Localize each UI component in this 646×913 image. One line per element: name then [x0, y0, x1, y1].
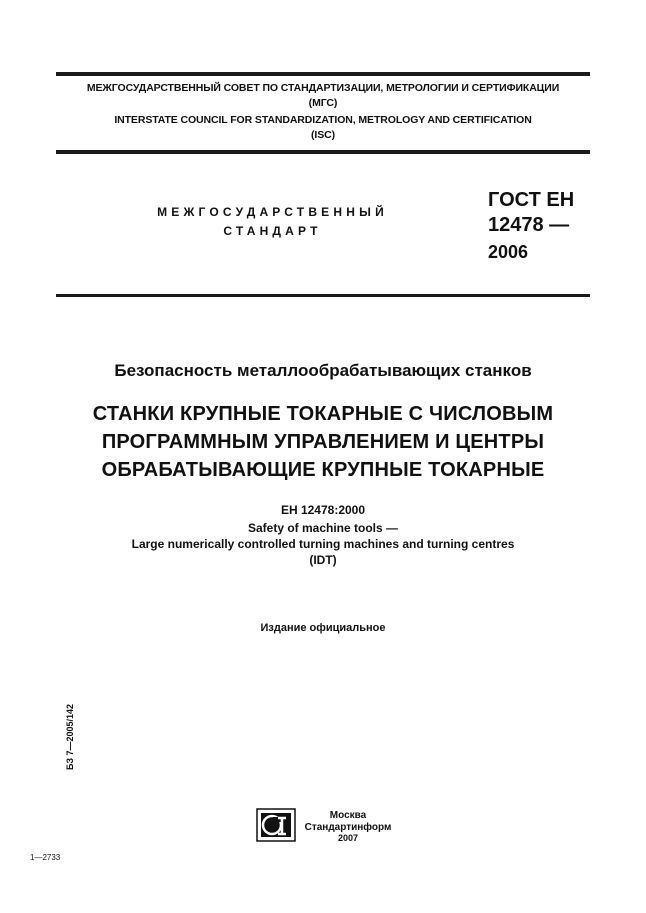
subtitle: Безопасность металлообрабатывающих станков — [114, 361, 532, 380]
top-rule — [56, 72, 590, 76]
main-title-line3: ОБРАБАТЫВАЮЩИЕ КРУПНЫЕ ТОКАРНЫЕ — [101, 459, 545, 481]
main-title-line2: ПРОГРАММНЫМ УПРАВЛЕНИЕМ И ЦЕНТРЫ — [101, 431, 545, 453]
council-en-line1: INTERSTATE COUNCIL FOR STANDARDIZATION, METROLOGY AND CERTIFICATION — [114, 114, 532, 126]
standard-type-line2: СТАНДАРТ — [223, 224, 322, 238]
main-title-line1: СТАНКИ КРУПНЫЕ ТОКАРНЫЕ С ЧИСЛОВЫМ — [92, 403, 554, 425]
edition-label: Издание официальное — [260, 622, 386, 634]
header-bottom-rule — [56, 150, 590, 154]
publisher-name: Стандартинформ — [304, 822, 392, 833]
council-ru-line1: МЕЖГОСУДАРСТВЕННЫЙ СОВЕТ ПО СТАНДАРТИЗАЦИИ, МЕТРОЛОГИИ И СЕРТИФИКАЦИИ — [86, 82, 560, 94]
gost-designation-line3: 2006 — [488, 242, 529, 262]
source-en-line1: Safety of machine tools — — [247, 521, 399, 535]
designation-rule — [56, 294, 590, 297]
council-en-abbrev: (ISC) — [311, 129, 335, 141]
standartinform-logo-icon — [256, 808, 296, 842]
standard-type-line1: МЕЖГОСУДАРСТВЕННЫЙ — [157, 205, 388, 219]
publisher-year: 2007 — [337, 833, 359, 843]
source-en-line2: Large numerically controlled turning machines and turning centres — [131, 537, 515, 551]
council-ru-abbrev: (МГС) — [308, 97, 338, 109]
print-code: 1—2733 — [30, 853, 61, 862]
publisher-city: Москва — [329, 810, 367, 821]
gost-designation-line1: ГОСТ ЕН — [488, 189, 575, 211]
side-code: БЗ 7—2005/142 — [65, 703, 75, 771]
source-idt: (IDT) — [309, 553, 337, 567]
source-ref: EH 12478:2000 — [280, 503, 366, 517]
gost-designation-line2: 12478 — — [488, 214, 570, 236]
